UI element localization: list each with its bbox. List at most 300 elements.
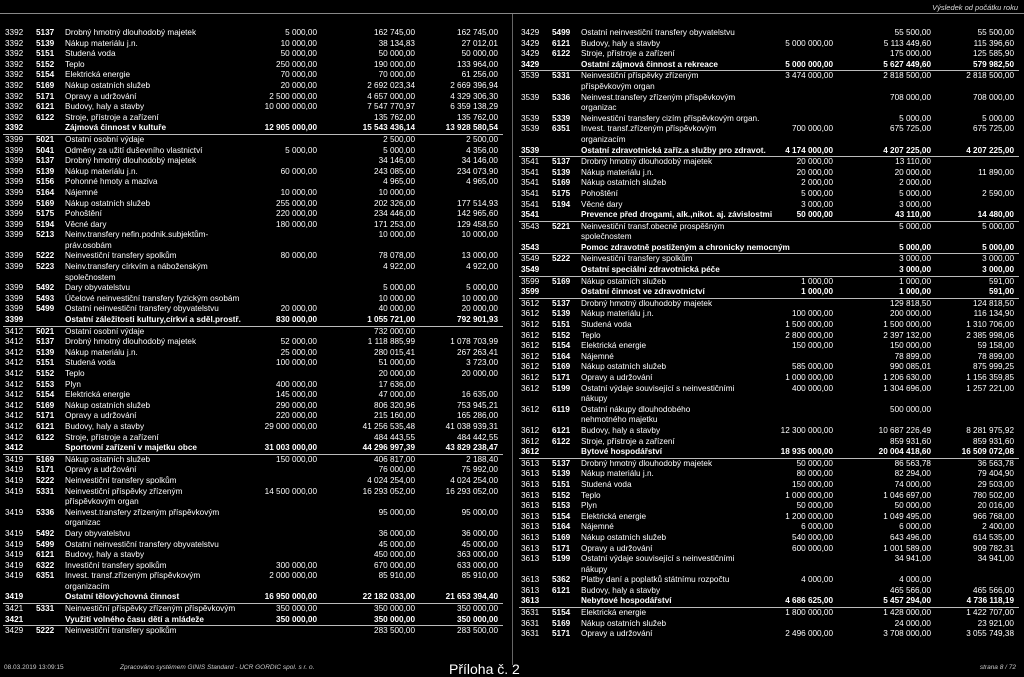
paragraph-code: 3613 [521,490,540,500]
budget-adjusted: 7 547 770,97 [367,102,415,112]
budget-approved: 10 000,00 [280,187,317,197]
budget-adjusted: 50 000,00 [894,501,931,511]
budget-approved: 10 000 000,00 [264,102,317,112]
section-total-row [519,447,1019,459]
actual-result: 142 965,60 [457,209,498,219]
budget-adjusted: 215 160,00 [374,411,415,421]
paragraph-code: 3412 [5,400,24,410]
item-name: Drobný hmotný dlouhodobý majetek [65,337,197,347]
actual-result: 579 982,50 [973,59,1014,69]
budget-approved: 80 000,00 [280,251,317,261]
item-code: 6121 [36,102,55,112]
section-total-row [519,210,1019,222]
actual-result: 875 999,25 [973,362,1014,372]
budget-adjusted: 2 500,00 [383,134,415,144]
actual-result: 133 964,00 [457,59,498,69]
item-code: 5164 [552,522,571,532]
budget-adjusted: 51 000,00 [378,358,415,368]
item-name: Teplo [65,369,85,378]
budget-adjusted: 450 000,00 [374,550,415,560]
table-row [519,309,1019,320]
budget-adjusted: 675 725,00 [890,124,931,134]
item-code: 5171 [36,411,55,421]
item-code: 5171 [36,465,55,475]
item-name: Ostatní záležitosti kultury,církví a sděl.prostř. [65,315,241,325]
table-row [519,362,1019,373]
item-name: Plyn [65,379,81,389]
budget-adjusted: 10 000,00 [378,230,415,240]
actual-result: 78 899,00 [977,351,1014,361]
item-name: Nájemné [581,351,614,361]
table-row [3,561,503,572]
table-row [519,575,1019,586]
paragraph-code: 3399 [5,283,24,293]
item-code: 6322 [36,560,55,570]
budget-approved: 5 000,00 [801,188,833,198]
actual-result: 29 503,00 [977,479,1014,489]
actual-result: 3 055 749,38 [966,629,1014,639]
table-row [519,277,1019,288]
paragraph-code: 3392 [5,38,24,48]
actual-result: 1 078 703,99 [450,337,498,347]
budget-adjusted: 22 182 033,00 [362,592,415,602]
budget-adjusted: 47 000,00 [378,390,415,400]
table-row [3,411,503,422]
budget-approved: 2 000,00 [801,178,833,188]
paragraph-code: 3419 [5,560,24,570]
budget-adjusted: 1 001 589,00 [883,543,931,553]
item-name: Odměny za užití duševního vlastnictví [65,145,203,155]
budget-adjusted: 500 000,00 [890,404,931,414]
item-code: 5152 [36,369,55,378]
paragraph-code: 3541 [521,199,540,209]
item-name: Drobný hmotný dlouhodobý majetek [581,298,713,308]
item-name: Invest. transf.zřízeným příspěvkovým organizacím [65,571,201,591]
item-code: 6121 [552,38,571,48]
budget-adjusted: 243 085,00 [374,166,415,176]
item-code: 5175 [552,188,571,198]
paragraph-code: 3541 [521,188,540,198]
budget-approved: 50 000,00 [796,458,833,468]
budget-adjusted: 70 000,00 [378,70,415,80]
budget-approved: 540 000,00 [792,532,833,542]
item-code: 5194 [552,199,571,209]
actual-result: 61 256,00 [461,70,498,80]
budget-approved: 3 000,00 [801,199,833,209]
budget-adjusted: 806 320,96 [374,400,415,410]
paragraph-code: 3613 [521,479,540,489]
budget-adjusted: 38 134,83 [378,38,415,48]
item-name: Drobný hmotný dlouhodobý majetek [581,157,713,167]
actual-result: 45 000,00 [461,539,498,549]
table-row [519,341,1019,352]
actual-result: 8 281 975,92 [966,425,1014,435]
actual-result: 3 000,00 [982,265,1014,275]
paragraph-code: 3429 [521,28,540,37]
item-name: Nákup materiálu j.n. [65,347,138,357]
paragraph-code: 3399 [5,209,24,219]
item-code: 5222 [36,475,55,485]
item-name: Budovy, haly a stavby [65,421,145,431]
table-row [519,405,1019,426]
item-name: Opravy a udržování [581,543,653,553]
budget-adjusted: 1 206 630,00 [883,373,931,382]
paragraph-code: 3613 [521,511,540,521]
budget-approved: 585 000,00 [792,362,833,372]
table-row [519,49,1019,60]
paragraph-code: 3392 [5,112,24,122]
actual-result: 4 024 254,00 [450,475,498,485]
item-code: 6119 [552,404,570,414]
table-row [3,508,503,529]
table-row [3,327,503,338]
budget-adjusted: 670 000,00 [374,560,415,570]
paragraph-code: 3539 [521,124,540,134]
paragraph-code: 3419 [5,475,24,485]
table-row [519,124,1019,145]
budget-adjusted: 4 657 000,00 [367,91,415,101]
actual-result: 614 535,00 [973,532,1014,542]
item-name: Ostatní tělovýchovná činnost [65,592,180,602]
paragraph-code: 3412 [5,411,24,421]
item-name: Neinvestiční příspěvky zřízeným příspěvkovým [65,604,236,614]
budget-adjusted: 2 692 023,34 [367,80,415,90]
budget-approved: 100 000,00 [792,309,833,319]
table-row [519,178,1019,189]
budget-approved: 2 800 000,00 [785,330,833,340]
budget-approved: 5 000,00 [285,28,317,37]
actual-result: 43 829 238,47 [445,443,498,453]
budget-approved: 220 000,00 [276,209,317,219]
actual-result: 2 400,00 [982,522,1014,532]
budget-adjusted: 162 745,00 [374,28,415,37]
item-code: 5152 [552,490,571,500]
paragraph-code: 3541 [521,157,540,167]
item-name: Nákup ostatních služeb [581,532,667,542]
actual-result: 1 156 359,85 [966,373,1014,382]
actual-result: 234 073,90 [457,166,498,176]
paragraph-code: 3549 [521,254,540,264]
actual-result: 23 921,00 [977,618,1014,628]
item-code: 5153 [36,379,55,389]
item-name: Nákup materiálu j.n. [581,167,654,177]
paragraph-code: 3399 [5,304,24,314]
budget-adjusted: 85 910,00 [378,571,415,581]
actual-result: 55 500,00 [977,28,1014,37]
item-code: 5194 [36,219,55,229]
budget-adjusted: 1 046 697,00 [883,490,931,500]
actual-result: 116 134,90 [973,309,1014,319]
actual-result: 350 000,00 [457,614,498,624]
budget-adjusted: 1 304 696,00 [883,383,931,393]
item-name: Opravy a udržování [65,91,137,101]
item-name: Ostatní osobní výdaje [65,134,145,144]
budget-adjusted: 200 000,00 [890,309,931,319]
budget-adjusted: 1 500 000,00 [883,320,931,330]
paragraph-code: 3613 [521,532,540,542]
table-row [519,586,1019,597]
budget-adjusted: 5 000,00 [899,221,931,231]
section-total-row [519,243,1019,255]
actual-result: 177 514,93 [457,198,498,208]
item-name: Nákup materiálu j.n. [581,309,654,319]
budget-adjusted: 1 428 000,00 [883,608,931,618]
actual-result: 79 404,90 [977,469,1014,479]
actual-result: 1 257 221,00 [966,383,1014,393]
actual-result: 363 000,00 [457,550,498,560]
budget-approved: 6 000,00 [801,522,833,532]
paragraph-code: 3399 [5,177,24,187]
paragraph-code: 3392 [5,59,24,69]
budget-approved: 10 000,00 [280,38,317,48]
table-row [3,390,503,401]
item-name: Nákup ostatních služeb [65,400,151,410]
budget-approved: 2 496 000,00 [785,629,833,639]
budget-adjusted: 2 000,00 [899,178,931,188]
budget-approved: 29 000 000,00 [264,421,317,431]
budget-adjusted: 3 000,00 [899,265,931,275]
budget-adjusted: 86 563,78 [894,458,931,468]
budget-adjusted: 732 000,00 [374,326,415,336]
table-row [519,222,1019,243]
budget-approved: 1 000 000,00 [785,490,833,500]
budget-adjusted: 350 000,00 [374,604,415,614]
actual-result: 780 502,00 [973,490,1014,500]
table-row [519,39,1019,50]
paragraph-code: 3612 [521,425,540,435]
table-row [519,254,1019,265]
item-code: 5151 [552,320,571,330]
table-row [519,157,1019,168]
item-code: 6122 [552,49,571,59]
budget-adjusted: 15 543 436,14 [362,123,415,133]
item-code: 5169 [552,276,571,286]
paragraph-code: 3399 [5,198,24,208]
budget-adjusted: 78 899,00 [894,351,931,361]
paragraph-code: 3412 [5,337,24,347]
actual-result: 34 941,00 [977,554,1014,564]
item-name: Ostatní speciální zdravotnická péče [581,265,720,275]
actual-result: 165 286,00 [457,411,498,421]
paragraph-code: 3613 [521,469,540,479]
budget-approved: 3 474 000,00 [785,71,833,81]
item-name: Neinvestiční transfery spolkům [581,254,693,264]
item-code: 5137 [36,337,55,347]
paragraph-code: 3612 [521,362,540,372]
budget-approved: 12 905 000,00 [264,123,317,133]
table-row [3,230,503,251]
table-row [519,189,1019,200]
budget-approved: 1 000,00 [801,287,833,297]
item-code: 5171 [552,543,571,553]
table-row [3,571,503,592]
item-name: Ostatní neinvestiční transfery obyvatelstvu [581,28,735,37]
paragraph-code: 3399 [5,230,24,240]
item-code: 5499 [552,28,571,37]
item-code: 5139 [552,469,571,479]
budget-adjusted: 17 636,00 [378,379,415,389]
item-name: Nákup ostatních služeb [581,362,667,372]
item-name: Stroje, přístroje a zařízení [65,112,159,122]
item-name: Využití volného času dětí a mládeže [65,614,204,624]
right-column [519,28,1019,640]
paragraph-code: 3539 [521,145,540,155]
item-code: 5222 [36,626,55,636]
paragraph-code: 3412 [5,379,24,389]
item-name: Ostatní výdaje související s neinvestičními nákupy [581,383,735,404]
item-name: Nákup ostatních služeb [581,618,667,628]
paragraph-code: 3613 [521,575,540,585]
budget-adjusted: 20 004 418,60 [878,447,931,457]
budget-adjusted: 5 000,00 [899,113,931,123]
actual-result: 16 635,00 [461,390,498,400]
item-code: 5499 [36,304,55,314]
item-code: 5021 [36,326,55,336]
budget-adjusted: 1 000,00 [899,276,931,286]
item-code: 5171 [552,629,571,639]
item-code: 5169 [36,454,55,464]
budget-adjusted: 4 207 225,00 [883,145,931,155]
budget-adjusted: 20 000,00 [378,369,415,378]
item-code: 6121 [552,585,571,595]
table-row [3,369,503,380]
budget-adjusted: 20 000,00 [894,167,931,177]
table-row [3,604,503,615]
actual-result: 465 566,00 [973,585,1014,595]
paragraph-code: 3613 [521,596,540,606]
item-code: 5336 [36,507,55,517]
item-code: 6122 [552,436,571,446]
paragraph-code: 3612 [521,351,540,361]
budget-approved: 1 000 000,00 [785,373,833,382]
item-name: Nájemné [65,187,98,197]
table-row [519,608,1019,619]
table-row [519,200,1019,211]
item-code: 5169 [36,400,55,410]
table-row [3,550,503,561]
item-code: 5152 [36,59,55,69]
item-name: Dary obyvatelstvu [65,283,131,293]
budget-approved: 4 686 625,00 [785,596,833,606]
paragraph-code: 3631 [521,629,540,639]
paragraph-code: 3613 [521,543,540,553]
paragraph-code: 3612 [521,341,540,351]
paragraph-code: 3412 [5,326,24,336]
budget-adjusted: 10 687 226,49 [878,425,931,435]
item-code: 5164 [552,351,571,361]
item-name: Ostatní neinvestiční transfery obyvatelstvu [65,304,219,314]
item-name: Ostatní činnost ve zdravotnictví [581,287,705,297]
item-name: Studená voda [581,320,632,330]
budget-approved: 250 000,00 [276,59,317,69]
table-row [3,380,503,391]
table-row [519,491,1019,502]
budget-adjusted: 643 496,00 [890,532,931,542]
budget-approved: 350 000,00 [276,614,317,624]
actual-result: 4 922,00 [466,262,498,272]
table-row [519,168,1019,179]
paragraph-code: 3539 [521,92,540,102]
actual-result: 4 329 306,30 [450,91,498,101]
actual-result: 2 818 500,00 [966,71,1014,81]
actual-result: 3 000,00 [982,254,1014,264]
budget-approved: 2 500 000,00 [269,91,317,101]
item-code: 6351 [36,571,55,581]
footer-system: Zpracováno systémem GINIS Standard - UCR GORDIC spol. s r. o. [120,664,315,672]
actual-result: 85 910,00 [461,571,498,581]
actual-result: 5 000,00 [466,283,498,293]
budget-adjusted: 465 566,00 [890,585,931,595]
budget-approved: 4 000,00 [801,575,833,585]
section-total-row [3,615,503,627]
item-name: Ostatní neinvestiční transfery obyvatelstvu [65,539,219,549]
paragraph-code: 3429 [521,59,540,69]
section-total-row [519,596,1019,608]
budget-approved: 2 000 000,00 [269,571,317,581]
item-code: 5151 [36,358,55,368]
item-code: 6121 [552,425,571,435]
item-code: 6351 [552,124,571,134]
item-name: Neinvestiční příspěvky zřízeným příspěvkovým organ [65,486,183,507]
item-name: Neinvestiční příspěvky zřízeným příspěvkovým organ [581,71,699,91]
table-row [519,619,1019,630]
item-code: 5199 [552,383,571,393]
footer-appendix: Příloha č. 2 [449,661,520,677]
table-row [3,81,503,92]
table-row [3,433,503,444]
paragraph-code: 3419 [5,550,24,560]
budget-adjusted: 74 000,00 [894,479,931,489]
actual-result: 2 188,40 [466,454,498,464]
budget-adjusted: 350 000,00 [374,614,415,624]
paragraph-code: 3392 [5,49,24,59]
item-name: Neinvest.transfery zřízeným příspěvkovým organizac [581,92,736,113]
item-name: Elektrická energie [581,511,647,521]
item-code: 5169 [36,198,55,208]
table-row [3,135,503,146]
actual-result: 484 442,55 [457,432,498,442]
actual-result: 3 723,00 [466,358,498,368]
table-row [519,320,1019,331]
budget-adjusted: 45 000,00 [378,539,415,549]
budget-adjusted: 1 118 885,99 [367,337,415,347]
item-name: Nákup ostatních služeb [65,198,151,208]
item-name: Budovy, haly a stavby [65,550,145,560]
table-row [3,262,503,283]
paragraph-code: 3612 [521,383,540,393]
table-row [3,304,503,315]
budget-approved: 700 000,00 [792,124,833,134]
actual-result: 283 500,00 [457,626,498,636]
table-row [519,373,1019,384]
paragraph-code: 3421 [5,604,24,614]
item-name: Pohonné hmoty a maziva [65,177,158,187]
paragraph-code: 3399 [5,134,24,144]
budget-adjusted: 10 000,00 [378,293,415,303]
budget-approved: 16 950 000,00 [264,592,317,602]
paragraph-code: 3392 [5,91,24,101]
item-name: Opravy a udržování [581,373,653,382]
item-code: 6121 [36,550,55,560]
paragraph-code: 3412 [5,443,24,453]
budget-approved: 830 000,00 [276,315,317,325]
section-total-row [3,123,503,135]
item-name: Budovy, haly a stavby [581,38,661,48]
budget-approved: 80 000,00 [796,469,833,479]
budget-adjusted: 859 931,60 [890,436,931,446]
table-row [3,49,503,60]
item-name: Drobný hmotný dlouhodobý majetek [65,28,197,37]
